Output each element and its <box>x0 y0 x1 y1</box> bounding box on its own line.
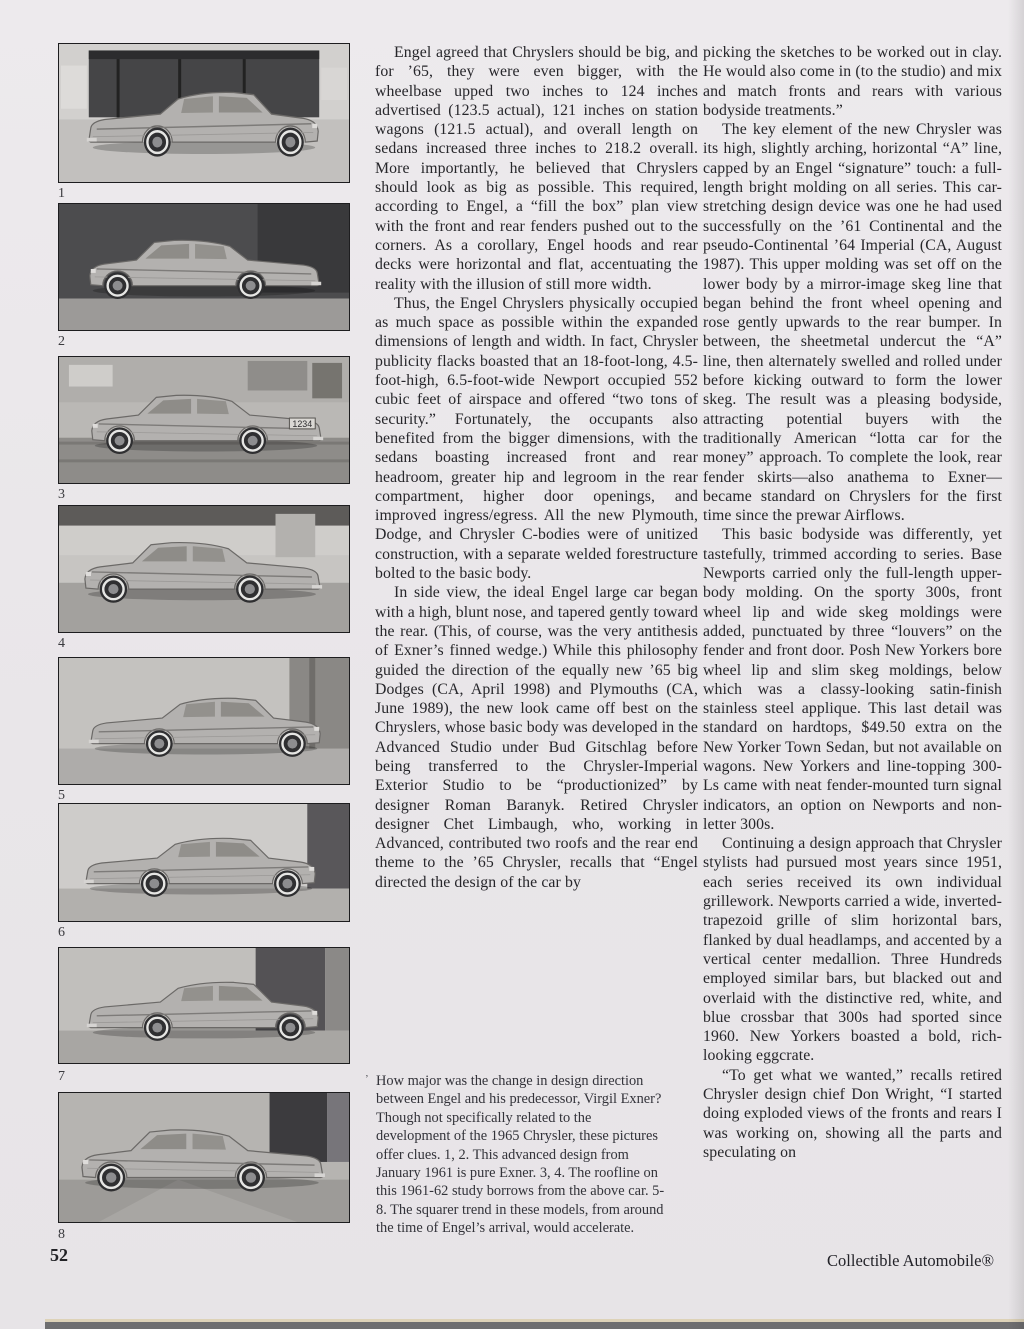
photo-3-number: 3 <box>58 487 65 502</box>
photo-caption: How major was the change in design direction between Engel and his predecessor, Virgil Exner? Though not specifically related to the development of the 1965 Chrysler, these pictures offer clues. 1, 2. This advanced design from January 1961 is pure Exner. 3, 4. The roofline on this 1961-62 study borrows from the above car. 5-8. The squarer trend in these models, from around the time of Engel’s arrival, would accelerate. <box>376 1073 665 1237</box>
photo-8-number: 8 <box>58 1227 65 1242</box>
photo-7-image <box>59 948 349 1063</box>
photo-2-number: 2 <box>58 334 65 349</box>
photo-4-number: 4 <box>58 636 65 651</box>
photo-5 <box>58 657 350 785</box>
page-curl-shadow <box>1008 0 1024 1329</box>
photo-3-image <box>59 357 349 483</box>
photo-1-image <box>59 44 349 182</box>
photo-2 <box>58 203 350 331</box>
photo-6 <box>58 803 350 922</box>
photo-3-license-plate: 1234 <box>292 418 313 429</box>
paragraph: Engel agreed that Chryslers should be big, and for ’65, they were even bigger, with the wheelbase upped two inches to 124 inches advertised (123.5 actual), 121 inches on station wagons (121.5 actual), and overall length on sedans increased three inches to 218.2 overall. More importantly, he believed that Chryslers should look as big as possible. This required, according to Engel, a “fill the box” plan view with the front and rear fenders pushed out to the corners. As a corollary, Engel hoods and rear decks were horizontal and flat, accentuating the reality with the illusion of still more width. <box>375 44 698 293</box>
article-column-1 <box>375 43 698 892</box>
photo-1-number: 1 <box>58 186 65 201</box>
photo-4 <box>58 505 350 633</box>
paragraph: “To get what we wanted,” recalls retired Chrysler design chief Don Wright, “I started doing exploded views of the fronts and rears I was working on, showing all the parts and speculating on <box>703 1066 1002 1161</box>
scan-edge-bar <box>45 1322 1024 1329</box>
photo-7 <box>58 947 350 1064</box>
photo-5-number: 5 <box>58 788 65 803</box>
paragraph: Thus, the Engel Chryslers physically occupied as much space as possible within the expanded dimensions of length and width. In fact, Chrysler publicity flacks boasted that an 18-foot-long, 4.5-foot-high, 6.5-foot-wide Newport occupied 552 cubic feet of airspace and offered “two tons of security.” Fortunately, the occupants also benefited from the bigger dimensions, with the sedans boasting increased front and rear headroom, greater hip and legroom in the rear compartment, higher door openings, and improved ingress/egress. All the new Plymouth, Dodge, and Chrysler C-bodies were of unitized construction, with a separate welded forestructure bolted to the basic body. <box>375 294 698 583</box>
photo-6-image <box>59 804 349 921</box>
photo-5-image <box>59 658 349 784</box>
photo-3 <box>58 356 350 484</box>
photo-1 <box>58 43 350 183</box>
paragraph: The key element of the new Chrysler was its high, slightly arching, horizontal “A” line, capped by an Engel “signature” touch: a full-length bright molding on all series. This car-stretching design device was one he had used successfully on the ’61 Continental and the pseudo-Continental ’64 Imperial (CA, August 1987). This upper molding was set off on the lower body by a mirror-image skeg line that began behind the front wheel opening and rose gently upwards to the rear bumper. In between, the sheetmetal undercut the “A” line, then alternately swelled and rolled under before kicking outward to form the lower skeg. The result was a pleasing bodyside, attracting potential buyers with the traditionally American “lotta car for the money” approach. To complete the look, rear fender skirts—also anathema to Exner—became standard on Chryslers for the first time since the prewar Airflows. <box>703 121 1002 525</box>
photo-2-image <box>59 204 349 330</box>
paragraph: Continuing a design approach that Chrysler stylists had pursued most years since 1951, each series received its own individual grillework. Newports carried a wide, inverted-trapezoid grille of slim horizontal bars, flanked by dual headlamps, and accented by a vertical center medallion. Three Hundreds employed similar bars, but blacked out and overlaid with the distinctive red, white, and blue crossbar that 300s had sported since 1960. New Yorkers boasted a bold, rich-looking eggcrate. <box>703 835 1002 1065</box>
photo-6-number: 6 <box>58 925 65 940</box>
paragraph: picking the sketches to be worked out in clay. He would also come in (to the studio) and mix and match fronts and rears with various bodyside treatments.” <box>703 44 1002 119</box>
magazine-title-footer: Collectible Automobile® <box>827 1251 994 1270</box>
photo-8 <box>58 1092 350 1223</box>
photo-4-image <box>59 506 349 632</box>
photo-7-number: 7 <box>58 1069 65 1084</box>
paragraph: In side view, the ideal Engel large car began with a high, blunt nose, and tapered gently toward the rear. (This, of course, was the very antithesis of Exner’s finned wedge.) While this philosophy guided the direction of the equally new ’65 big Dodges (CA, April 1998) and Plymouths (CA, June 1989), the new look came off best on the Chryslers, whose basic body was developed in the Advanced Studio under Bud Gitschlag before being transferred to the Chrysler-Imperial Exterior Studio to be “productionized” by designer Roman Baranyk. Retired Chrysler designer Chet Limbaugh, who, working in Advanced, contributed two roofs and the rear end theme to the ’65 Chrysler, recalls that “Engel directed the design of the car by <box>375 584 698 891</box>
caption-footnote-mark: ’ <box>365 1073 369 1085</box>
article-column-2 <box>703 43 1002 1162</box>
paragraph: This basic bodyside was differently, yet tastefully, trimmed according to series. Base Newports carried only the full-length upper-body molding. On the sporty 300s, front wheel lip and wide skeg moldings were added, punctuated by three “louvers” on the fender and front door. Posh New Yorkers bore wheel lip and slim skeg moldings, below which was a classy-looking satin-finish stainless steel applique. This last detail was standard on hardtops, $49.50 extra on the New Yorker Town Sedan, but not available on wagons. New Yorkers and line-topping 300-Ls came with neat fender-mounted turn signal indicators, an option on Newports and non-letter 300s. <box>703 526 1002 833</box>
page-number: 52 <box>50 1245 68 1265</box>
photo-8-image <box>59 1093 349 1222</box>
